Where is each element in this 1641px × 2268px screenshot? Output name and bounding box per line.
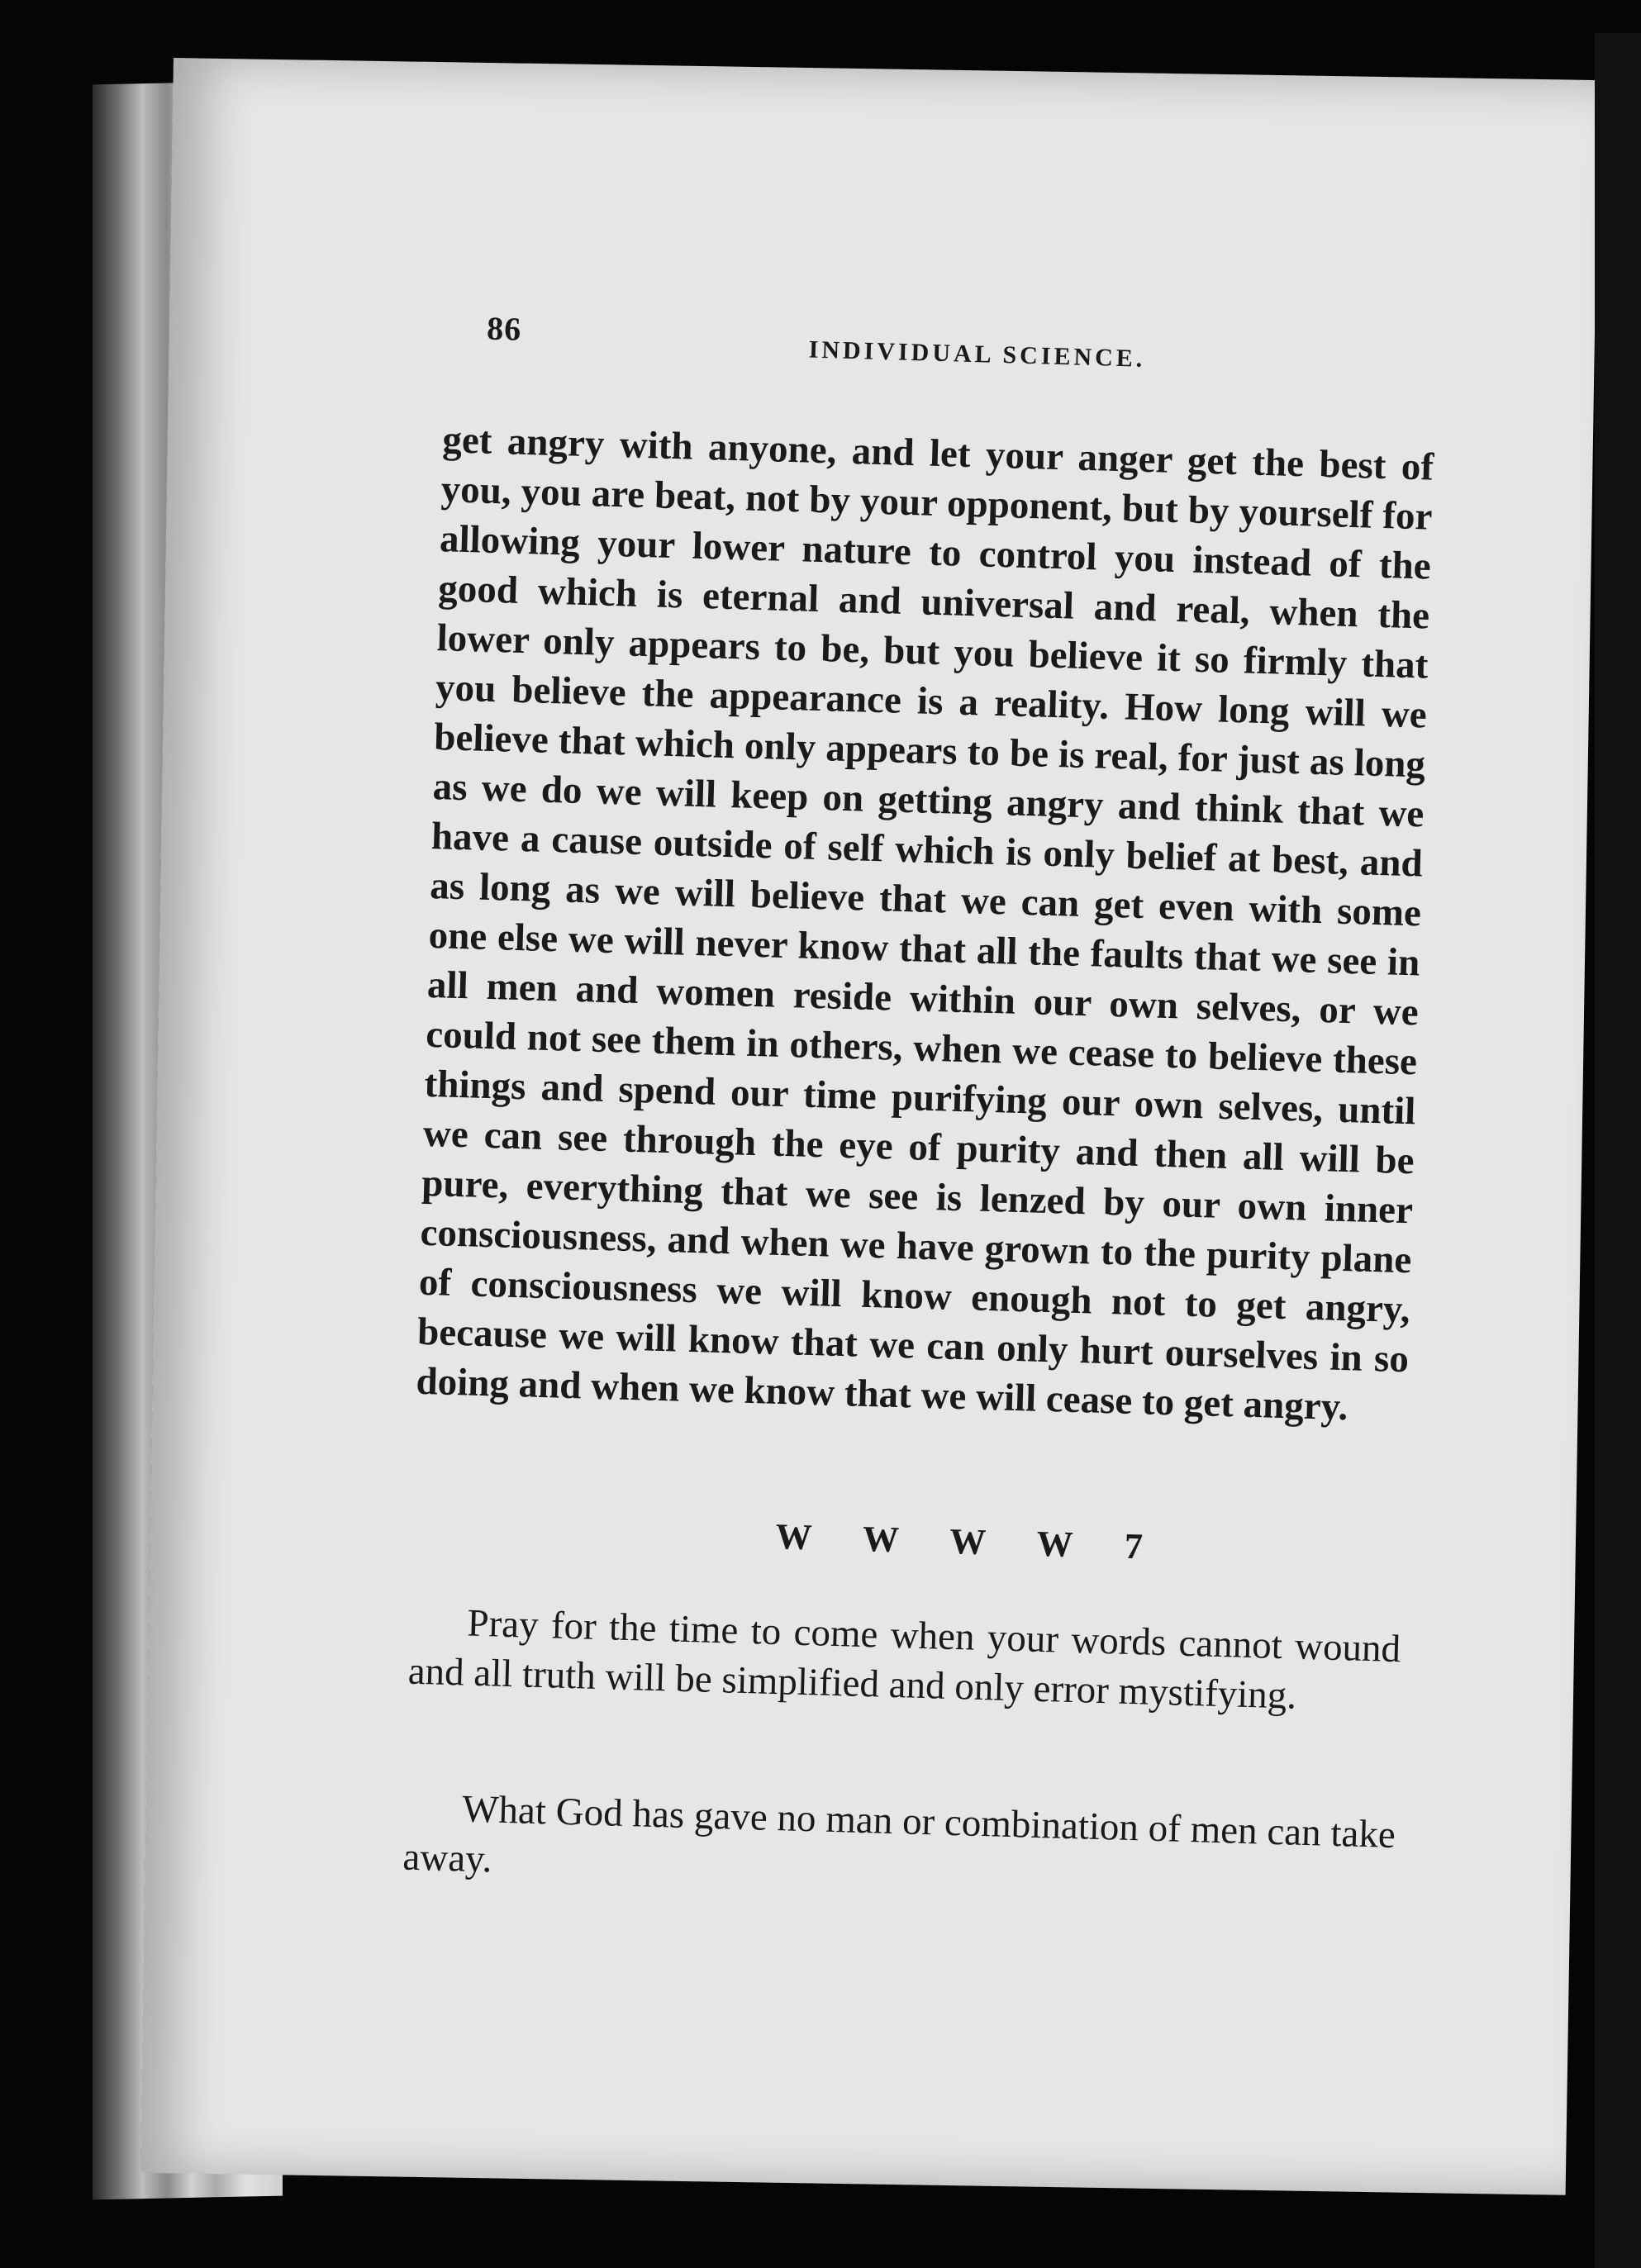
page-number: 86 <box>486 309 522 348</box>
section-ornament: W W W W 7 <box>774 1515 1165 1568</box>
page-content <box>336 306 1496 1911</box>
main-paragraph: get angry with anyone, and let your anger get the best of you, you are beat, not by your opponent, but by yourself for allowing your lower nature to control you instead of the good which is eternal and universal and real, when the lower only appears to be, but you believe it so firmly that you believe the appearance is a reality. How long will we believe that which only appears to be is real, for just as long as we do we will keep on getting angry and think that we have a cause outside of self which is only belief at best, and as long as we will believe that we can get even with some one else we will never know that all the faults that we see in all men and women reside within our own selves, or we could not see them in others, when we cease to believe these things and spend our time purifying our own selves, until we can see through the eye of purity and then all will be pure, everything that we see is lenzed by our own inner consciousness, and when we have grown to the purity plane of consciousness we will know enough not to get angry, because we will know that we can only hurt ourselves in so doing and when we know that we will cease to get angry. <box>415 418 1434 1429</box>
god-paragraph: What God has gave no man or combination of men can take away. <box>402 1787 1396 1881</box>
prayer-paragraph: Pray for the time to come when your words cannot wound and all truth will be simplified and only error mystifying. <box>407 1601 1401 1718</box>
book-spine <box>1595 33 1641 2268</box>
running-title: INDIVIDUAL SCIENCE. <box>808 335 1146 373</box>
